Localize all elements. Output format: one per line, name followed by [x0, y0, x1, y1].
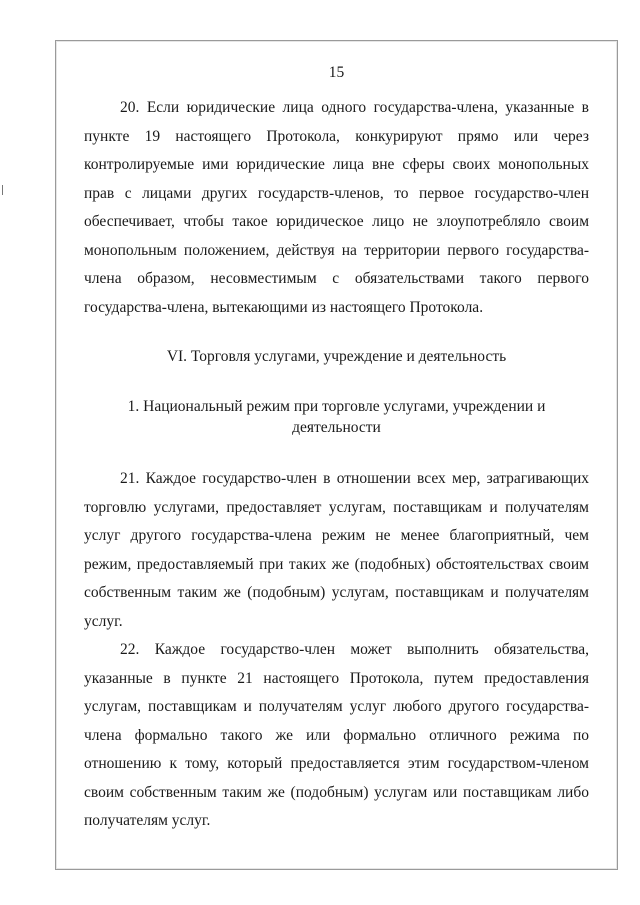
section-heading: VI. Торговля услугами, учреждение и деятельность	[166, 348, 507, 365]
document-content	[84, 64, 589, 836]
page-number: 15	[328, 64, 345, 81]
subsection-heading: 1. Национальный режим при торговле услугами, учреждении и деятельности	[127, 398, 546, 436]
margin-mark	[2, 185, 3, 195]
paragraph-20: 20. Если юридические лица одного государства-члена, указанные в пункте 19 настоящего Протокола, конкурируют прямо или через контролируемые ими юридические лица вне сферы своих монопольных прав с лицами других государств-членов, то первое государство-член обеспечивает, чтобы такое юридическое лицо не злоупотребляло своим монопольным положением, действуя на территории первого государства-члена образом, несовместимым с обязательствами такого первого государства-члена, вытекающими из настоящего Протокола.	[84, 99, 589, 316]
paragraph-21: 21. Каждое государство-член в отношении всех мер, затрагивающих торговлю услугами, предоставляет услугам, поставщикам и получателям услуг другого государства-члена режим не менее благоприятный, чем режим, предоставляемый при таких же (подобных) обстоятельствах своим собственным таким же (подобным) услугам, поставщикам и получателям услуг.	[84, 470, 589, 630]
paragraph-22: 22. Каждое государство-член может выполнить обязательства, указанные в пункте 21 настоящего Протокола, путем предоставления услугам, поставщикам и получателям услуг любого другого государства-члена формально такого же или формально отличного режима по отношению к тому, который предоставляется этим государством-членом своим собственным таким же (подобным) услугам или поставщикам либо получателям услуг.	[84, 641, 589, 829]
